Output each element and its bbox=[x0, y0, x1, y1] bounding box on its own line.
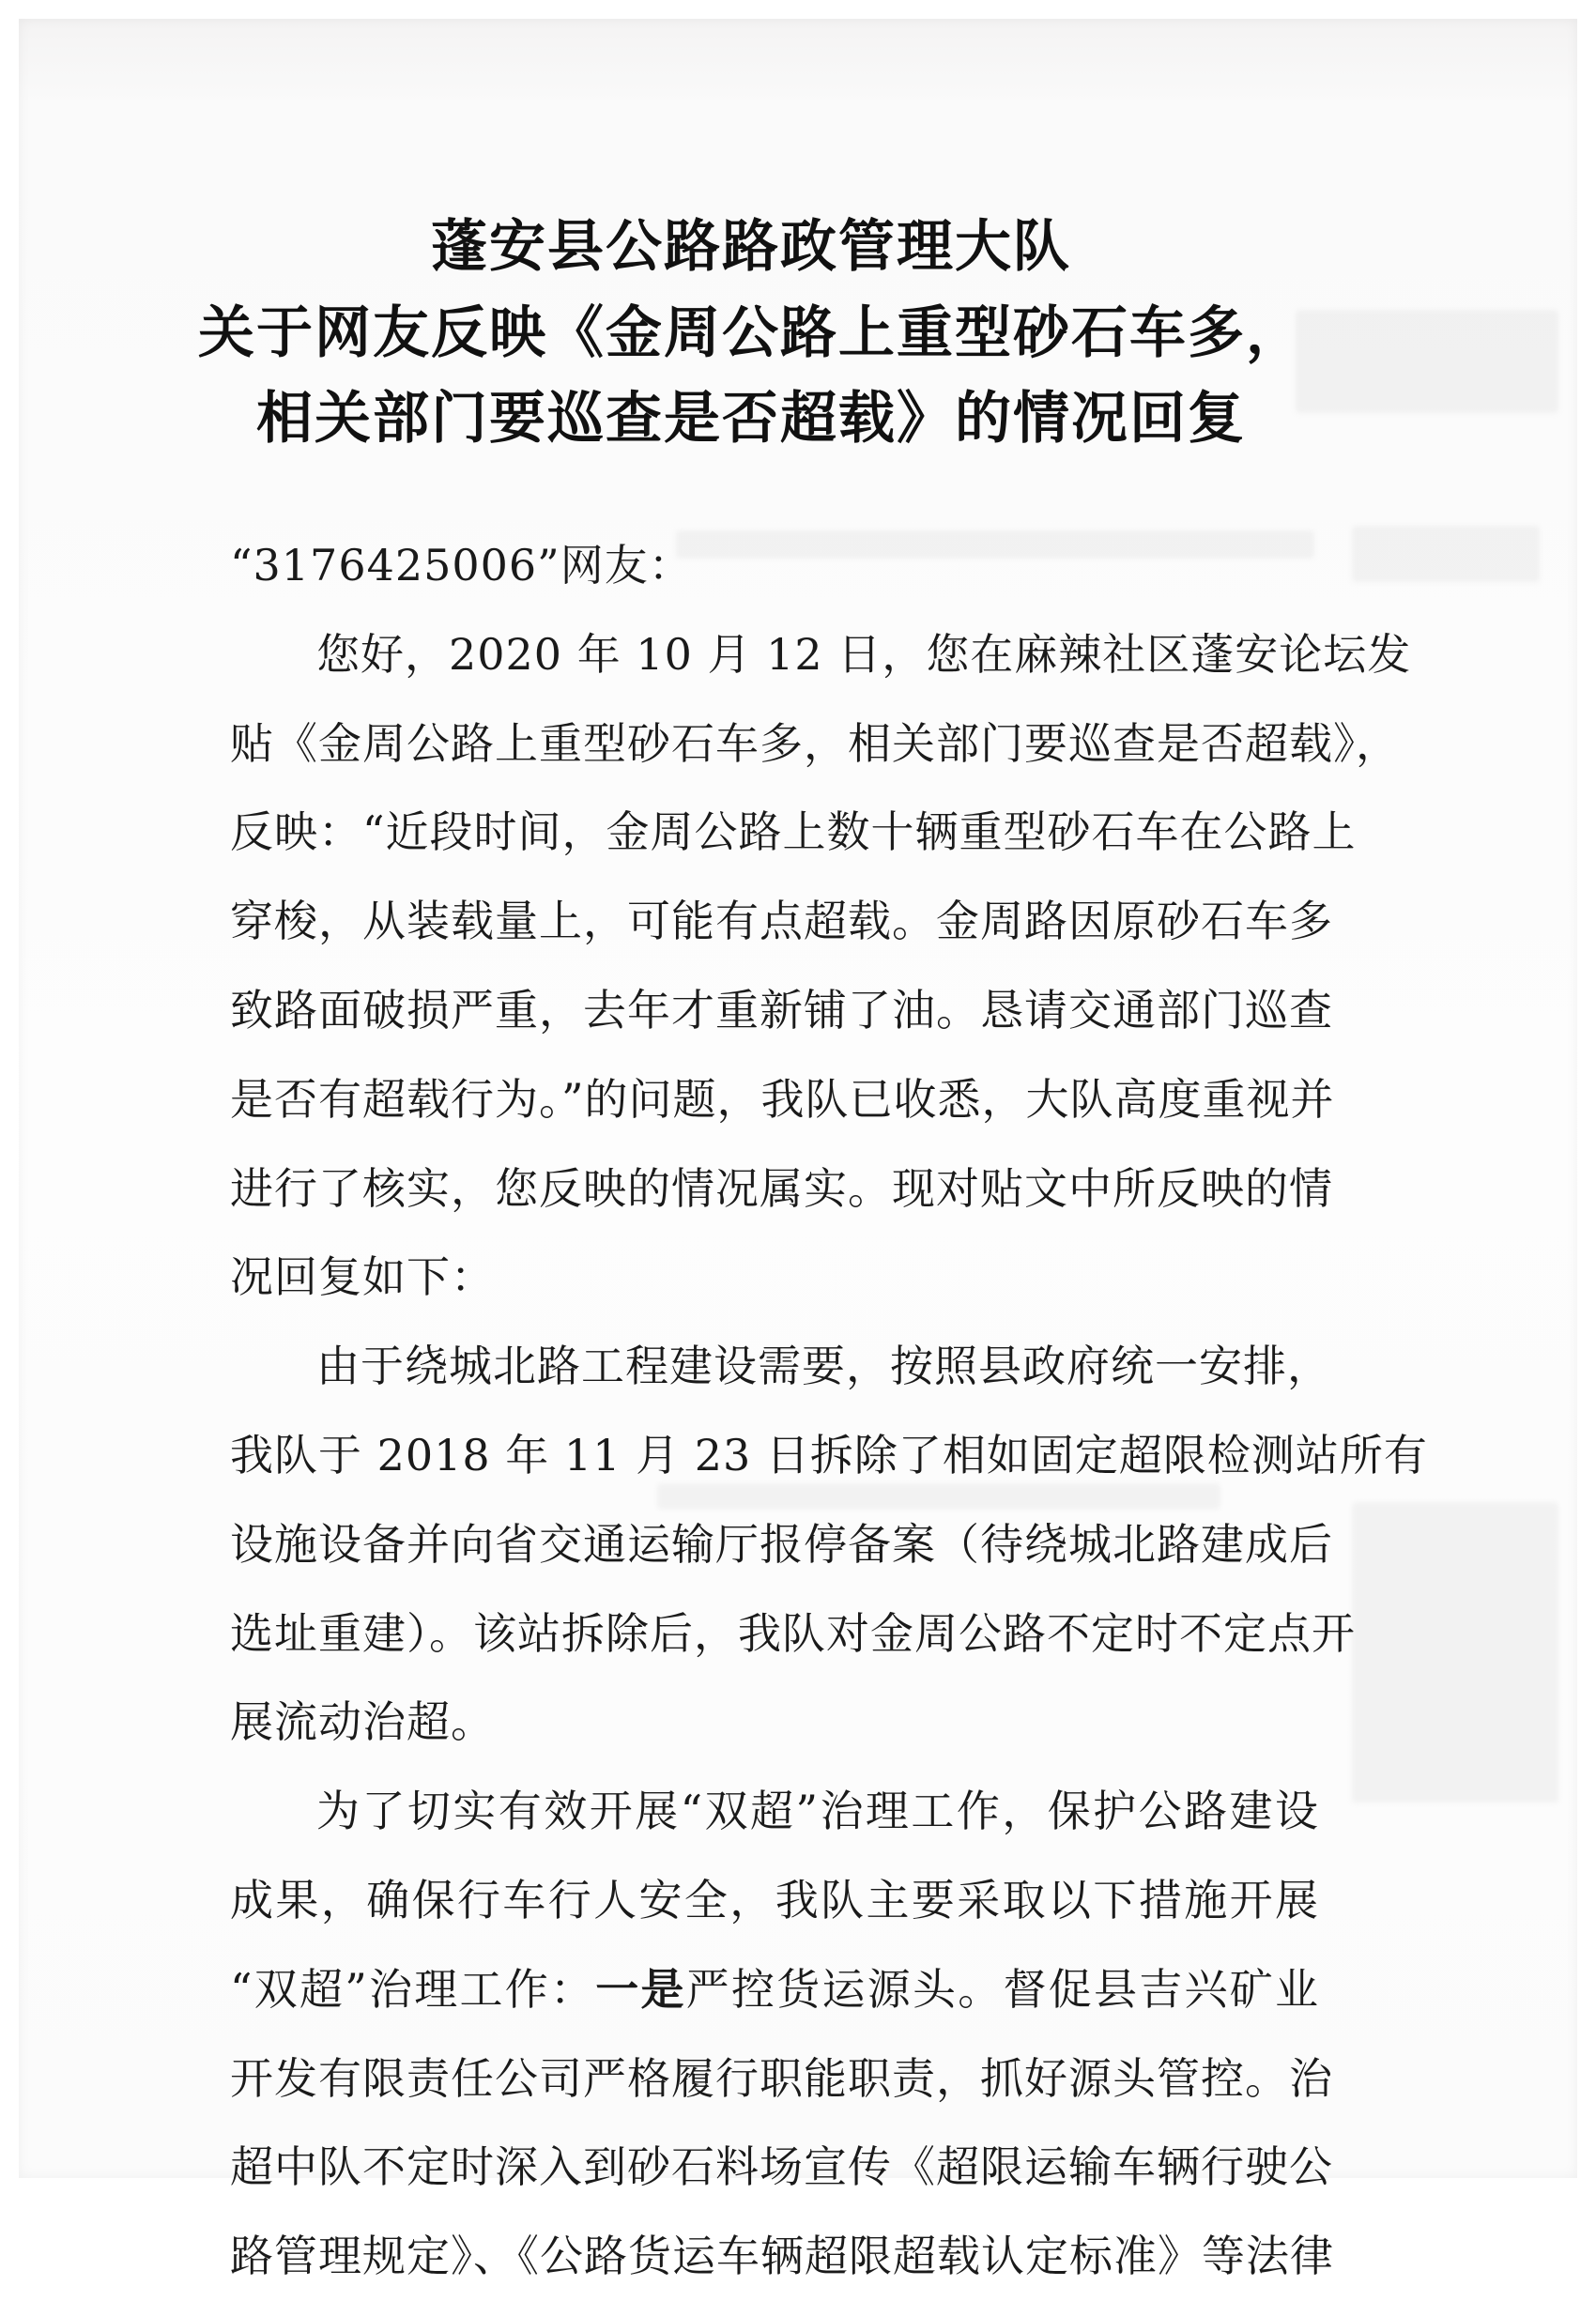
body-line: 超中队不定时深入到砂石料场宣传《超限运输车辆行驶公 bbox=[230, 2141, 1333, 2193]
salutation: “3176425006”网友： bbox=[230, 540, 693, 591]
body-line: 反映：“近段时间，金周公路上数十辆重型砂石车在公路上 bbox=[230, 806, 1357, 858]
body-line: 开发有限责任公司严格履行职能职责，抓好源头管控。治 bbox=[230, 2052, 1333, 2104]
bleed-through-mark bbox=[1352, 1502, 1558, 1802]
body-line: 进行了核实，您反映的情况属实。现对贴文中所反映的情 bbox=[230, 1162, 1333, 1214]
body-line: 穿梭，从装载量上，可能有点超载。金周路因原砂石车多 bbox=[230, 896, 1333, 947]
body-line: 设施设备并向省交通运输厅报停备案（待绕城北路建成后 bbox=[230, 1518, 1333, 1570]
body-line: 况回复如下： bbox=[230, 1251, 495, 1303]
body-line: 贴《金周公路上重型砂石车多，相关部门要巡查是否超载》， bbox=[230, 717, 1400, 769]
bleed-through-mark bbox=[1296, 310, 1558, 413]
body-line: 您好，2020 年 10 月 12 日，您在麻辣社区蓬安论坛发 bbox=[316, 628, 1412, 680]
body-line: 成果，确保行车行人安全，我队主要采取以下措施开展 bbox=[230, 1874, 1319, 1925]
body-line-mixed bbox=[230, 1945, 1319, 2034]
body-line: 路管理规定》、《公路货运车辆超限超载认定标准》等法律 bbox=[230, 2231, 1334, 2282]
document-body bbox=[230, 521, 1428, 2301]
body-line: 致路面破损严重，去年才重新铺了油。恳请交通部门巡查 bbox=[230, 984, 1333, 1035]
body-segment: 严控货运源头。督促县吉兴矿业 bbox=[685, 1963, 1319, 2015]
body-segment-bold: 一是 bbox=[595, 1963, 686, 2015]
body-segment: “双超”治理工作： bbox=[230, 1963, 596, 2015]
body-line: 是否有超载行为。”的问题，我队已收悉，大队高度重视并 bbox=[230, 1073, 1335, 1125]
body-line: 展流动治超。 bbox=[230, 1696, 495, 1748]
body-line: 为了切实有效开展“双超”治理工作，保护公路建设 bbox=[316, 1786, 1319, 1837]
bleed-through-mark bbox=[1352, 526, 1540, 582]
document-title-line-2: 关于网友反映《金周公路上重型砂石车多， bbox=[198, 300, 1304, 366]
document-title-line-3: 相关部门要巡查是否超载》的情况回复 bbox=[256, 386, 1246, 452]
body-line: 选址重建）。该站拆除后，我队对金周公路不定时不定点开 bbox=[230, 1607, 1356, 1659]
document-title-line-1: 蓬安县公路路政管理大队 bbox=[431, 214, 1071, 280]
body-line: 由于绕城北路工程建设需要，按照县政府统一安排， bbox=[316, 1341, 1331, 1392]
body-line: 我队于 2018 年 11 月 23 日拆除了相如固定超限检测站所有 bbox=[230, 1429, 1428, 1480]
